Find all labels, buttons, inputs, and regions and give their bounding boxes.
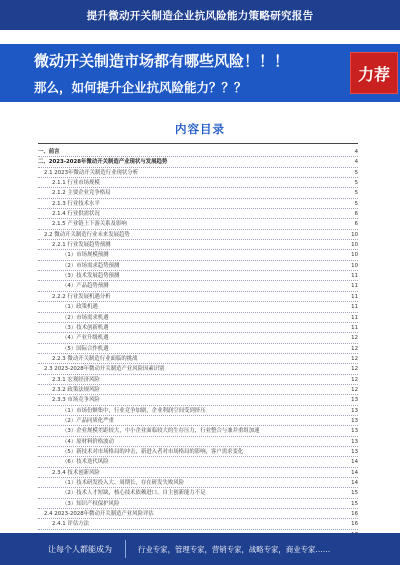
toc-entry-page: 12 [349,354,358,364]
toc-entry-text: 2.1.2 主要企业竞争格局 [52,188,113,198]
toc-entry-text: 一、前言 [38,147,62,157]
toc-entry-text: 2.4 2023-2028年微动开关制造产业风险评估 [44,509,156,519]
toc-entry-page: 12 [349,364,358,374]
toc-entry-text: （5）国际合作机遇 [62,344,111,354]
report-title: 提升微动开关制造企业抗风险能力策略研究报告 [86,9,314,22]
toc-entry-text: （2）市场需求机遇 [62,313,111,323]
toc-entry-page: 12 [349,333,358,343]
footer-roles: 行业专家，管理专家，营销专家，战略专家，商业专家…… [138,545,331,554]
toc-entry-page: 10 [349,240,358,250]
toc-entry-page: 11 [349,271,358,281]
toc-entry-text: 2.2 微动开关制造行业未来发展趋势 [44,230,132,240]
toc-entry-text: 2.1 2023年微动开关制造行业现状分析 [44,168,140,178]
footer-bar [0,533,400,565]
toc-entry[interactable] [38,426,358,436]
toc-entry-page: 5 [353,199,358,209]
toc-entry-text: （2）产品同质化严重 [62,416,116,426]
toc-entry[interactable] [38,488,358,498]
toc-entry-text: （4）原材料价格波动 [62,437,116,447]
footer-slogan: 让每个人都能成为 [48,545,112,554]
toc-entry-text: 2.2.2 行业发展机遇分析 [52,292,113,302]
toc-entry[interactable] [38,281,358,291]
toc-entry[interactable] [38,147,358,157]
toc-entry[interactable] [38,333,358,343]
toc-entry-text: 2.2.3 微动开关制造行业面临的挑战 [52,354,140,364]
toc-entry-page: 6 [353,219,358,229]
toc-entry-text: 2.1.3 行业技术水平 [52,199,102,209]
toc-entry-text: 二、2023-2028年微动开关制造产业现状与发展趋势 [38,157,169,167]
toc-entry-text: （2）技术人才短缺，核心技术依赖进口，自主创新能力不足 [62,488,208,498]
hero-headline: 微动开关制造市场都有哪些风险！！！ [34,52,290,70]
toc-entry[interactable] [38,250,358,260]
toc-entry[interactable] [38,509,358,519]
toc-entry-text: 2.3.1 宏观经济风险 [52,375,102,385]
toc-entry[interactable] [38,168,358,178]
toc-entry-text: （2）市场需求趋势预测 [62,261,121,271]
toc-entry-page: 15 [349,488,358,498]
toc-entry-page: 14 [349,478,358,488]
toc-entry-page: 12 [349,385,358,395]
toc-entry-text: （3）技术创新机遇 [62,323,111,333]
toc-entry-page: 13 [349,447,358,457]
footer-divider [125,540,126,558]
toc-entry-text: （1）市场规模预测 [62,250,111,260]
toc-entry-text: （6）技术迭代风险 [62,457,111,467]
toc-entry-text: 2.3.4 技术创新风险 [52,468,102,478]
toc-entry-text: （1）市场份额集中，行业竞争加剧，企业利润空间受到挤压 [62,406,208,416]
toc-entry[interactable] [38,188,358,198]
toc-entry-text: （1）技术研发投入大、周期长，存在研发失败风险 [62,478,186,488]
toc-entry[interactable] [38,416,358,426]
toc-entry-page: 11 [349,302,358,312]
toc-entry-page: 5 [353,178,358,188]
toc-entry-page: 10 [349,261,358,271]
toc-entry-page: 13 [349,406,358,416]
toc-entry[interactable] [38,302,358,312]
toc-entry[interactable] [38,344,358,354]
toc-entry-text: 2.3.3 市场竞争风险 [52,395,102,405]
toc-entry-text: 2.2.1 行业发展趋势预测 [52,240,113,250]
toc-entry-page: 11 [349,292,358,302]
table-of-contents [38,147,358,540]
toc-entry[interactable] [38,313,358,323]
toc-entry[interactable] [38,385,358,395]
toc-entry[interactable] [38,364,358,374]
toc-entry-page: 14 [349,457,358,467]
toc-entry[interactable] [38,354,358,364]
toc-entry-page: 13 [349,426,358,436]
toc-entry-page: 5 [353,168,358,178]
toc-entry[interactable] [38,240,358,250]
toc-entry[interactable] [38,292,358,302]
toc-entry-page: 14 [349,468,358,478]
toc-entry-text: （4）产品趋势预测 [62,281,111,291]
toc-entry-text: （4）产业升级机遇 [62,333,111,343]
toc-entry-page: 12 [349,375,358,385]
toc-entry[interactable] [38,457,358,467]
toc-entry-page: 10 [349,230,358,240]
toc-entry-page: 15 [349,499,358,509]
toc-entry[interactable] [38,178,358,188]
toc-entry-text: 2.1.1 行业市场规模 [52,178,102,188]
toc-entry[interactable] [38,199,358,209]
toc-entry-text: （5）新技术对市场格局的冲击，新进入者对市场格局的影响，客户需求变化 [62,447,245,457]
toc-entry-text: 2.3.2 政策法规风险 [52,385,102,395]
toc-entry[interactable] [38,395,358,405]
toc-entry[interactable] [38,209,358,219]
toc-entry[interactable] [38,230,358,240]
toc-entry-text: 2.1.4 行业供需状况 [52,209,102,219]
toc-entry-page: 10 [349,250,358,260]
toc-title: 内容目录 [175,122,225,136]
toc-entry-page: 13 [349,416,358,426]
toc-divider [38,143,358,144]
toc-entry-page: 11 [349,323,358,333]
toc-entry[interactable] [38,406,358,416]
toc-entry-page: 11 [349,281,358,291]
recommend-badge-label: 力荐 [357,64,390,84]
toc-entry-text: 2.3 2023-2028年微动开关制造产业风险因素识别 [44,364,167,374]
toc-entry[interactable] [38,437,358,447]
hero-subheadline: 那么，如何提升企业抗风险能力？？？ [34,80,247,95]
toc-entry[interactable] [38,157,358,167]
report-header-bar [0,0,400,30]
toc-entry-page: 13 [349,395,358,405]
toc-entry-text: 2.1.5 产业链上下游关系及影响 [52,219,129,229]
toc-entry[interactable] [38,323,358,333]
toc-entry-page: 12 [349,344,358,354]
toc-entry-page: 16 [349,509,358,519]
toc-entry[interactable] [38,271,358,281]
toc-entry-text: （3）知识产权保护风险 [62,499,121,509]
toc-entry[interactable] [38,519,358,529]
toc-entry-text: 2.4.1 评估方法 [52,519,91,529]
toc-entry[interactable] [38,447,358,457]
toc-entry-text: （3）技术发展趋势预测 [62,271,121,281]
toc-entry-page: 5 [353,188,358,198]
toc-entry-page: 4 [353,147,358,157]
toc-entry-page: 13 [349,437,358,447]
toc-entry-text: （1）政策机遇 [62,302,100,312]
toc-entry[interactable] [38,468,358,478]
toc-entry[interactable] [38,375,358,385]
toc-entry-text: （3）企业规模差距较大，中小企业面临较大的生存压力，行业整合与兼并重组加速 [62,426,262,436]
toc-entry[interactable] [38,499,358,509]
recommend-badge [350,52,398,94]
toc-entry[interactable] [38,219,358,229]
toc-entry[interactable] [38,261,358,271]
toc-entry-page: 16 [349,519,358,529]
toc-entry-page: 11 [349,313,358,323]
toc-entry-page: 6 [353,209,358,219]
toc-entry-page: 4 [353,157,358,167]
toc-entry[interactable] [38,478,358,488]
